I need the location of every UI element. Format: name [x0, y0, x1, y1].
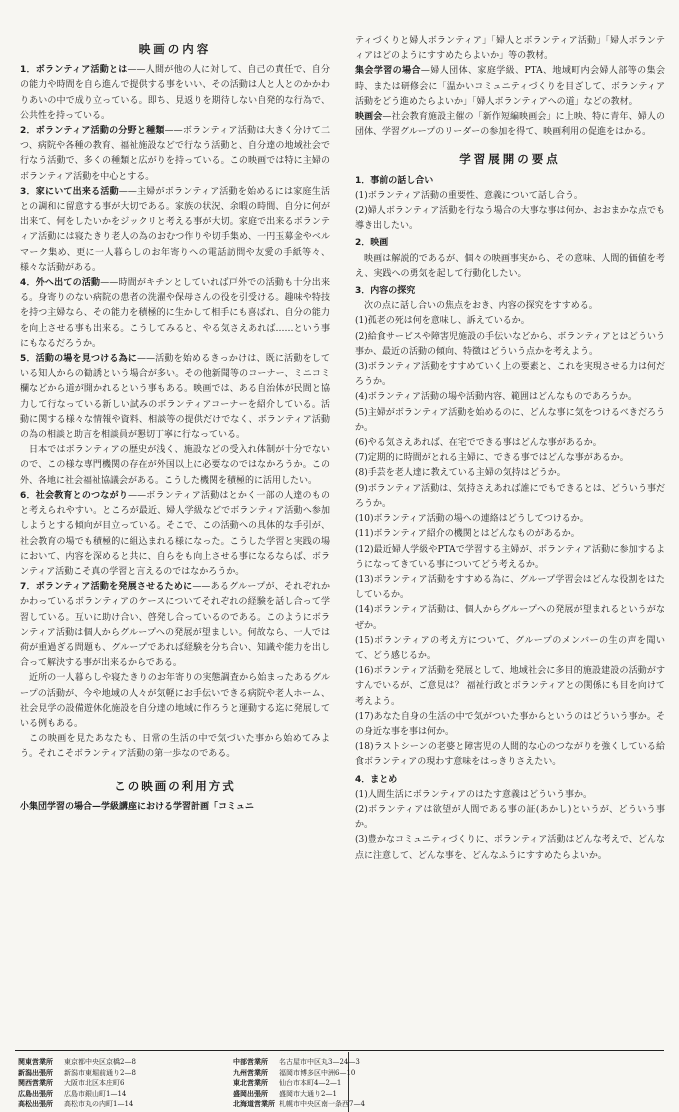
section-line: (14)ボランティア活動は、個人からグループへの発展が望まれるというがなぜか。	[355, 605, 665, 631]
item-heading: 7．ボランティア活動を発展させるために	[20, 582, 193, 593]
section-line: (2)婦人ボランティア活動を行なう場合の大事な事は何か、おおまかな点でも導き出したい。	[355, 206, 665, 232]
usage-lead: 小集団学習の場合—学級講座における学習計画「コミュニ	[20, 801, 254, 812]
office-name: 広島出張所	[18, 1089, 53, 1098]
section-line: (18)ラストシーンの老婆と障害児の人間的な心のつながりを強くしている給食ボランティアの現わす意味をはっきりさえたい。	[355, 742, 665, 768]
section-line: (3)ボランティア活動をすすめていく上の要素と、これを実現させる力は何だろうか。	[355, 362, 665, 388]
section-line: (7)定期的に時間がとれる主婦に、できる事ではどんな事があるか。	[355, 453, 629, 464]
office-name: 関西営業所	[18, 1079, 53, 1087]
content-paragraph	[20, 671, 330, 732]
section-line: (9)ボランティア活動は、気持さえあれば誰にでもできるとは、どういう事だろうか。	[355, 483, 665, 509]
right-column	[355, 34, 665, 864]
content-heading: 映画の内容	[138, 42, 212, 56]
section-line: (11)ボランティア紹介の機関とはどんなものがあるか。	[355, 529, 580, 540]
section-line: (8)手芸を老人達に教えている主婦の気持はどうか。	[355, 468, 566, 479]
item-heading: 1．ボランティア活動とは	[20, 65, 128, 76]
content-paragraph	[20, 443, 330, 489]
office-list-1	[18, 1057, 233, 1110]
section-line: (16)ボランティア活動を発展として、地域社会に多目的施設建設の活動がすすんでいるが、ご意見は？ 福祉行政とボランティアとの関係にも目を向けて考えよう。	[355, 666, 665, 707]
section-line: (6)やる気さえあれば、在宅でできる事はどんな事があるか。	[355, 438, 602, 449]
content-paragraph	[20, 276, 330, 352]
office-name: 新潟出張所	[18, 1068, 53, 1077]
footer	[18, 1057, 663, 1110]
office-address: 広島市銀山町1—14	[64, 1089, 127, 1098]
usage-continuation: ティづくりと婦人ボランティア」「婦人とボランティア活動」「婦人ボランティアはどのようにすすめたらよいか」等の教材。	[355, 36, 665, 62]
item-body: この映画を見たあなたも、日常の生活の中で気づいた事から始めてみよう。それこそボランティア活動の第一歩なのである。	[20, 734, 330, 760]
learning-heading: 学習展開の要点	[459, 152, 561, 167]
section-line: (5)主婦がボランティア活動を始めるのに、どんな事に気をつけるべきだろうか。	[355, 407, 665, 433]
item-heading: 3．家にいて出来る活動	[20, 186, 119, 197]
item-heading: 2．ボランティア活動の分野と種類	[20, 126, 165, 137]
item-body: ——活動を始めるきっかけは、既に活動をしている知人からの勧誘という場合が多い。その他新聞等のコーナー、ミニコミ欄などから道が開かれるという事もある。映画では、ある自治体が民間と協力して行なっている新しい試みのボランティアコーナーを紹介している。活動に関する様々な情報や資料、相談等の提供だけでなく、ボランティア活動の為の相談と助言を相談員が懇切丁寧に行なっている。	[20, 354, 330, 441]
section-line: (2)ボランティアは欲望が人間である事の証(あかし)というが、どういう事か。	[355, 804, 665, 831]
content-paragraph	[20, 580, 330, 671]
item-body: ——あるグループが、それぞれかかわっているボランティアのケースについてそれぞれの経験を話し合って学習している。互いに助け合い、啓発し合っているのである。このようにボランティア活動は個人からグループへの発展が望ましい。何故なら、一人では荷が重過ぎる問題も、グループであれば経験を分ち合い、知識や能力を出し合って解決する事が出来るからである。	[20, 582, 331, 669]
item-body: ——ボランティア活動は大きく分けて二つ、病院や各種の教育、福祉施設などで行なう活動と、自分達の地域社会で行なう活動で、多くの種類と広がりを持っている。この映画では特に主婦のボランティア活動を中心とする。	[20, 126, 331, 182]
office-address: 盛岡市大通り2—1	[279, 1089, 337, 1098]
screening-usage: 映画会—社会教育施設主催の「新作短編映画会」に上映、特に青年、婦人の団体、学習グループのリーダーの参加を得て、映画利用の促進をはかる。	[355, 112, 665, 138]
item-heading: 5．活動の場を見つける為に	[20, 354, 137, 365]
item-body: ——ボランティア活動はとかく一部の人達のものと考えられやすい。ところが最近、婦人学級などでボランティア活動へ参加しようとする傾向が目立っている。そこで、この活動への具体的な手引が、社会教育の場でも積極的に組込まれる様になった。こうした学習と実践の場において、内容を深めると共に、自らをも向上させる事になるならば、ボランティア活動こそ真の学習と言えるのではなかろうか。	[20, 490, 331, 577]
item-heading: 6．社会教育とのつながり	[20, 490, 129, 501]
section-heading: 1．事前の話し合い	[355, 175, 434, 186]
content-paragraph	[20, 124, 330, 185]
section-line: (12)最近婦人学級やPTAで学習する主婦が、ボランティア活動に参加するようになってきている事についてどう考えるか。	[355, 544, 665, 570]
item-body: ——主婦がボランティア活動を始めるには家庭生活との調和に留意する事が大切である。家族の状況、余暇の時間、自分に何が出来て、何をしたいかをジックリと考える事が大切。家庭で出来るボランティア活動には寝たきり老人の為のおむつ作りや切手集め、一円玉募金やベルマーク集め、更に一人暮らしのお年寄りへの電話訪問や友愛の手紙等々、様々な活動がある。	[20, 186, 330, 273]
office-address: 大阪市北区本庄町6	[64, 1079, 125, 1087]
left-column	[20, 32, 330, 815]
office-address: 仙台市本町4—2—1	[279, 1079, 342, 1087]
office-name: 盛岡出張所	[233, 1089, 268, 1098]
section-heading: 4．まとめ	[355, 774, 398, 785]
office-name: 高松出張所	[18, 1100, 53, 1108]
section-line: (17)あなた自身の生活の中で気がついた事からというのはどういう事か。その身近な事を事は何か。	[355, 711, 665, 737]
section-line: (2)給食サービスや障害児施設の手伝いなどから、ボランティアとはどういう事か、最近の活動の傾向、特徴はどういう点かを考えよう。	[355, 331, 665, 357]
learning-sections	[355, 174, 665, 864]
section-line: 次の点に話し合いの焦点をおき、内容の探究をすすめる。	[364, 301, 598, 312]
section-line: (1)孤老の死は何を意味し、訴えているか。	[355, 316, 530, 327]
section-line: 映画は解説的であるが、個々の映画事実から、その意味、人間的価値を考え、実践への勇気を起して行動化したい。	[355, 253, 665, 279]
item-body: ——時間がキチンとしていれば戸外での活動も十分出来る。身寄りのない病院の患者の洗濯や保母さんの役を引受ける。趣味や特技を持つ主婦なら、その能力を積極的に生かして相手にも喜ばれ、自分の能力を向上させる事も出来る。こうしてみると、やる気さえあれば……という事にもなるだろうか。	[20, 278, 330, 349]
section-line: (3)豊かなコミュニティづくりに、ボランティア活動はどんな考えで、どんな点に注意して、どんな事を、どんなふうにすすめたらよいか。	[355, 835, 665, 861]
section-line: (15)ボランティアの考え方について、グループのメンバーの生の声を聞いて、どう感じるか。	[355, 635, 665, 661]
content-paragraph	[20, 63, 330, 124]
section-line: (4)ボランティア活動の場や活動内容、範囲はどんなものであろうか。	[355, 392, 638, 403]
office-address: 名古屋市中区丸3—24—3	[279, 1058, 360, 1066]
office-name: 北海道営業所	[233, 1100, 275, 1108]
office-address: 福岡市博多区中洲6—10	[279, 1068, 356, 1077]
content-paragraph	[20, 489, 330, 580]
content-paragraph	[20, 732, 330, 762]
office-address: 札幌市中央区南一条西7—4	[279, 1100, 365, 1108]
office-name: 中部営業所	[233, 1058, 268, 1066]
section-heading: 3．内容の探究	[355, 286, 416, 297]
section-heading: 2．映画	[355, 238, 389, 249]
content-items	[20, 63, 330, 762]
usage-heading: この映画の利用方式	[114, 778, 236, 793]
footer-blank	[448, 1057, 663, 1110]
item-body: 近所の一人暮らしや寝たきりのお年寄りの実態調査から始まったあるグループの活動が、今や地域の人々が気軽にお手伝いできる病院や老人ホーム、社会見学の設備遊休化施設を自分達の地域に作ろうと運動する迄に発展している例もある。	[20, 673, 330, 729]
group-usage: 集会学習の場合—婦人団体、家庭学級、PTA、地域町内会婦人部等の集会時、または研修会に「温かいコミュニティづくりを目ざして、ボランティア活動をどう進めたらよいか」「婦人ボランティアへの道」などの教材。	[355, 66, 665, 107]
content-paragraph	[20, 185, 330, 276]
office-address: 新潟市東堀前通り2—8	[64, 1068, 136, 1077]
section-line: (1)ボランティア活動の重要性、意義について話し合う。	[355, 190, 583, 201]
item-body: 日本ではボランティアの歴史が浅く、施設などの受入れ体制が十分でないので、この様な専門機関の存在が外国以上に必要なのではなかろうか。この外、各地に社会福祉協議会がある。こうした機関を積極的に活用したい。	[20, 445, 330, 486]
office-name: 九州営業所	[233, 1068, 268, 1077]
office-address: 高松市丸の内町1—14	[64, 1100, 134, 1108]
content-paragraph	[20, 352, 330, 443]
item-heading: 4．外へ出ての活動	[20, 278, 101, 289]
office-list-2	[233, 1057, 448, 1110]
item-body: ——人間が他の人に対して、自己の責任で、自分の能力や時間を自ら進んで提供する事をいい、その活動は人と人とのかかわりあいの中で成り立っている。即ち、見返りを期待しない自発的な行為で、公共性を持っている。	[20, 65, 330, 121]
office-name: 東北営業所	[233, 1079, 268, 1087]
section-line: (13)ボランティア活動をすすめる為に、グループ学習会はどんな役割をはたしているか。	[355, 574, 665, 601]
office-name: 関東営業所	[18, 1058, 53, 1066]
section-line: (10)ボランティア活動の場への連絡はどうしてつけるか。	[355, 514, 589, 525]
footer-rule	[15, 1050, 664, 1051]
section-line: (1)人間生活にボランティアのはたす意義はどういう事か。	[355, 789, 593, 800]
office-address: 東京都中央区京橋2—8	[64, 1058, 136, 1066]
